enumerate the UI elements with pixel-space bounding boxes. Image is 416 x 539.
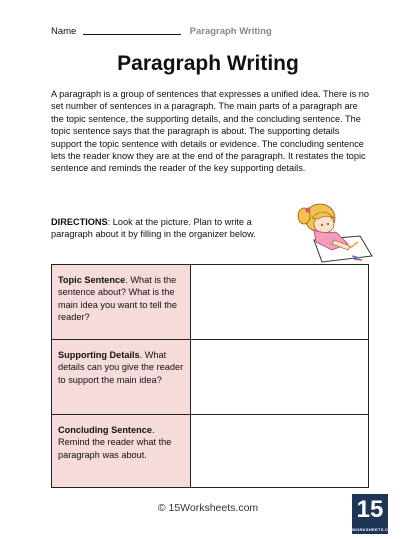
footer-copyright: © 15Worksheets.com [157, 502, 259, 514]
topic-sentence-answer[interactable] [191, 265, 369, 340]
girl-writing-illustration [292, 196, 374, 268]
name-label: Name [51, 26, 77, 37]
supporting-details-prompt [52, 340, 191, 415]
organizer-row-supporting [52, 340, 369, 415]
logo [352, 494, 396, 534]
supporting-details-answer[interactable] [191, 340, 369, 415]
paragraph-organizer [51, 264, 369, 488]
concluding-sentence-answer[interactable] [191, 415, 369, 488]
directions [51, 216, 296, 241]
logo-number: 15 [356, 496, 384, 523]
worksheet-title-small: Paragraph Writing [189, 26, 272, 37]
logo-text: WORKSHEETS.COM [352, 527, 396, 532]
topic-sentence-heading: Topic Sentence [58, 275, 126, 285]
supporting-details-heading: Supporting Details [58, 350, 140, 360]
concluding-sentence-text: . Remind the reader what the paragraph was about. [58, 425, 172, 460]
intro-paragraph: A paragraph is a group of sentences that expresses a unified idea. There is no set number of sentences in a paragraph. The main parts of a paragraph are the topic sentence, the supporting details, and the concluding sentence. The topic sentence says that the paragraph is about. The supporting details support the topic sentence with details or evidence. The concluding sentence lets the reader know they are at the end of the paragraph. It restates the topic sentence and reminds the reader of the key supporting details. [51, 89, 370, 174]
header-line [51, 26, 272, 37]
name-blank-line [83, 26, 181, 35]
concluding-sentence-prompt [52, 415, 191, 488]
page-title: Paragraph Writing [117, 52, 299, 75]
organizer-row-topic [52, 265, 369, 340]
concluding-sentence-heading: Concluding Sentence [58, 425, 152, 435]
topic-sentence-prompt [52, 265, 191, 340]
directions-text: : Look at the picture. Plan to write a paragraph about it by filling in the organizer below. [51, 217, 256, 240]
supporting-details-text: . What details can you give the reader to support the main idea? [58, 350, 184, 385]
directions-label: DIRECTIONS [51, 217, 108, 227]
topic-sentence-text: . What is the sentence about? What is the main idea you want to tell the reader? [58, 275, 177, 323]
organizer-row-concluding [52, 415, 369, 488]
